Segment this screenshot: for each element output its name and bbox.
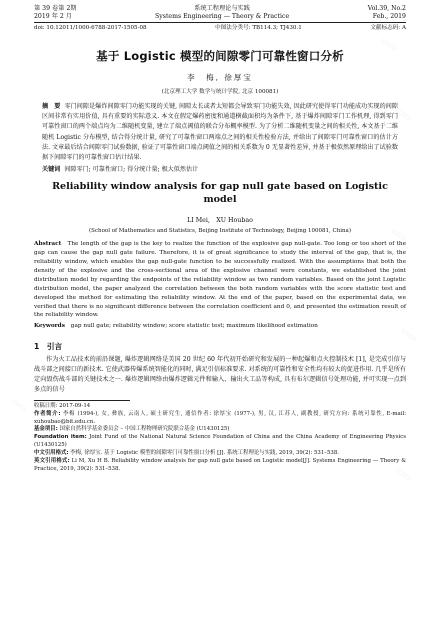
header-right [368,5,406,21]
title-cn: 基于 Logistic 模型的间隙零门可靠性窗口分析 [96,49,344,63]
received-date: 收稿日期: 2017-09-14 [34,402,91,409]
abstract-en-text: The length of the gap is the key to realize the function of the explosive gap null-gate. Too long or too short of the gap can cause the gap null gate failure. Therefore, it is of great significance to study the interval of the gap, that is, the reliability window, which enables the gap null-gate function to be successfully realized. With the assumptions that both the density of the explosive and the cross-sectional area of the explosive channel were constants, we established the joint distribution model by regarding the endpoints of the reliability window as two random variables. Based on the joint Logistic distribution model, the paper analyzed the correlation between the both random variables with the score statistic test and developed the method for estimating the reliability window. At the end of the paper, based on the experimental data, we verified that there is no significant difference between the correlation coefficient and 0, and presented the estimation result of the reliability window. [34,241,406,319]
keywords-en-text: gap null gate; reliability window; score statistic test; maximum likelihood estimation [70,323,318,330]
abstract-en [34,240,406,320]
citation-en-text: Li M, Xu H B. Reliability window analysis for gap null gate based on Logistic model[J]. Systems Engineering — Theory & Practice, 2019, 39(2): 531–538. [34,458,407,473]
keywords-cn-label: 关键词 [42,166,61,174]
affiliation-cn: (北京理工大学 数学与统计学院, 北京 100081) [161,89,279,95]
authors-en: LI Mei, XU Houbao [187,217,253,225]
watermark-mark: ▭▭ [398,326,419,344]
citation-cn-text: 李梅, 徐厚宝. 基于 Logistic 模型的间隙零门可靠性窗口分析 [J]. 系统工程理论与实践, 2019, 39(2): 531–538. [70,450,339,457]
author-info-cn [34,411,406,427]
abstract-cn-text: 零门间隙是爆炸间隙零门功能实现的关键, 间隙太长或者太短都会导致零门功能失效, 因此研究使得零门功能成功实现的间隙区间非常有实用价值, 具有重要的实际意义. 本文在假定爆药密度和通道横截面积均为条件下, 基于爆炸间隙零门工作机理, 得到零门可靠性窗口的两个端点均为二维随机变量, 建立了端点阈值的联合分布概率模型. 为了分析二维随机变量之间的相关性, 本文基于二维随机 Logistic 分布模型, 结合得分统计量, 研究了可靠性窗口两端点之间的相关性检验方法, 并给出了间隙零门可靠性窗口的估计方法. 文章最后结合间隙零门试验数据, 验证了可靠性窗口端点阈值之间的相关系数为 0 无显著性差异, 并基于极似然原理给出了试验数据下间隙零门的可靠性窗口估计结果. [42,103,399,162]
article-meta [34,25,406,32]
abstract-cn [34,102,406,163]
section-1-paragraph: 作为火工品技术的前沿课题, 爆炸逻辑网络是美国 20 世纪 60 年代初开始研究和发展的一种起爆和点火控制技术 [1], 是完成引信与战斗部之间接口的新技术. 它使武器传爆系统智能化的同时, 满足引信标准要求. 对系统的可靠性和安全性均有较大的促进作用. 几乎是所有定向毁伤战斗部的关键技术之一. 爆炸逻辑网络由爆炸逻辑元件和输入、输出火工品等构成, 具有布尔逻辑信号处理功能, 并可实现一点到多点的信号 [34,355,406,394]
citation-cn-label: 中文引用格式: [34,450,69,457]
fund-cn-label: 基金项目: [34,426,58,433]
fund-cn-text: 国家自然科学基金委员会 – 中国工程物理研究院联合基金 (U1430125) [59,426,230,433]
keywords-cn [34,165,406,174]
fund-en-label: Foundation item: [34,434,87,441]
doi: doi: 10.12011/1000-6788-2017-1505-08 [34,25,147,31]
header-rule [34,22,406,23]
authors-cn: 李 梅, 徐厚宝 [187,73,253,82]
header-left [34,5,76,21]
watermark-mark: ▭▭ [393,466,414,484]
header-date-en: Feb., 2019 [372,13,406,20]
section-1-heading: 1 引言 [34,341,63,351]
keywords-en [34,322,406,330]
watermark-mark: ▭▭ [378,36,399,54]
header-volume-en: Vol.39, No.2 [367,5,406,12]
clc-number: 中图法分类号: TB114.3; TJ430.1 [215,25,302,31]
affiliation-en: (School of Mathematics and Statistics, Beijing Institute of Technology, Beijing 100081, China) [89,228,351,235]
doc-code: 文献标志码: A [370,25,406,31]
abstract-cn-label: 摘 要 [42,103,61,110]
header-center [155,5,289,21]
citation-en [34,458,406,474]
citation-cn [34,450,406,458]
keywords-cn-text: 间隙零门; 可靠性窗口; 得分统计量; 极大似然估计 [64,166,199,174]
author-info-cn-text: 李梅 (1994-), 女, 彝族, 云南人, 硕士研究生, 通信作者: 徐厚宝 (1977-), 男, 汉, 江苏人, 副教授, 研究方向: 系统可靠性, E-mail: xuhoubao@bit.edu.cn. [34,410,407,425]
header-journal-en: Systems Engineering — Theory & Practice [155,13,290,20]
running-header [34,5,406,21]
author-info-cn-label: 作者简介: [34,410,61,417]
header-volume-cn: 第 39 卷第 2期 [34,5,77,12]
fund-en [34,434,406,450]
watermark-mark: ▭▭ [393,106,414,124]
header-journal-cn: 系统工程理论与实践 [194,5,250,12]
abstract-en-label: Abstract [34,241,62,248]
watermark-mark: ▭▭ [8,396,29,414]
fund-cn [34,426,406,434]
fund-en-text: Joint Fund of the National Natural Science Foundation of China and the China Academy of Engineering Physics (U1430125) [34,434,407,449]
footnote-rule [34,400,130,401]
watermark-mark: ▭▭ [388,226,409,244]
title-en: Reliability window analysis for gap null gate based on Logistic model [52,181,388,205]
header-date-cn: 2019 年 2 月 [34,13,72,20]
footnotes [34,403,406,474]
keywords-en-label: Keywords [34,323,65,330]
citation-en-label: 英文引用格式: [34,458,70,465]
